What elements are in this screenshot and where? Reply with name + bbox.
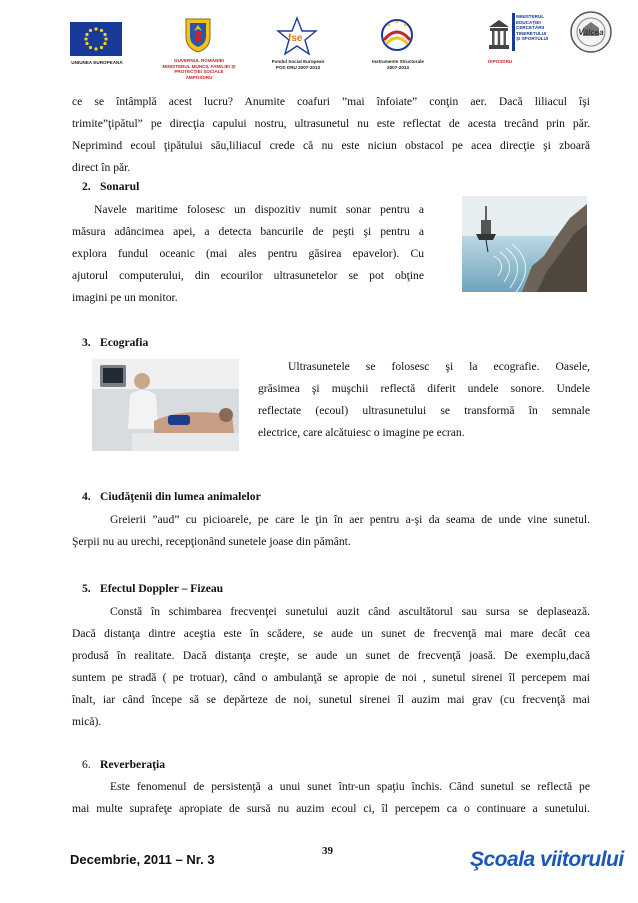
text-line: direct în păr. [72, 161, 131, 174]
text-line: Constă în schimbarea frecvenţei sunetului auzit când ascultătorul sau sursa se deplasează. [110, 605, 590, 618]
ecografia-paragraph [258, 356, 590, 444]
fse-caption: Fondul Social European POS DRU 2007-2013 [271, 59, 325, 70]
reverberatia-paragraph [72, 776, 590, 820]
text-line: imagini pe un monitor. [72, 291, 178, 304]
text-line: Şerpii nu au urechi, recepţionând sunetele joase din pământ. [72, 535, 351, 548]
section-heading-animale: 4. Ciudăţenii din lumea animalelor [82, 490, 261, 503]
ministry-bar [512, 13, 515, 51]
section-heading-ecografia: 3. Ecografia [82, 336, 149, 349]
fse-star-icon [275, 16, 319, 56]
doppler-paragraph [72, 601, 590, 733]
intro-paragraph [72, 91, 590, 179]
oiposdru-caption: OIPOSDRU [487, 59, 513, 64]
text-line: Este fenomenul de persistenţă a unui sunet într-un spaţiu închis. Când sunetul se reflectă pe [110, 780, 590, 793]
ultrasound-photo [92, 359, 239, 451]
text-line: măsura adâncimea apei, a detecta bancurile de peşti şi pentru a [72, 225, 424, 238]
oiposdru-building-icon [487, 17, 511, 51]
coat-of-arms-icon [183, 15, 213, 53]
text-line: reflectate (ecoul) ultrasunetului se transformă în semnale [258, 404, 590, 417]
school-logo-text: Vâlcea [578, 28, 604, 37]
eu-flag-icon [70, 22, 122, 56]
text-line: electrice, care alcătuiesc o imagine pe ecran. [258, 426, 465, 439]
ministry-caption: MINISTERUL EDUCAŢIEI CERCETĂRII TINERETULUI ŞI SPORTULUI [516, 14, 549, 42]
text-line: Navele maritime folosesc un dispozitiv numit sonar pentru a [94, 203, 424, 216]
section-heading-sonar: 2. Sonarul [82, 180, 140, 193]
text-line: Ultrasunetele se folosesc şi la ecografie. Oasele, [288, 360, 590, 373]
text-line: Dacă distanţa dintre aceştia este în scădere, se aude un sunet de frecvenţă mai mare decât cea [72, 627, 590, 640]
animale-paragraph [72, 509, 590, 553]
text-line: mică). [72, 715, 102, 728]
text-line: suntem pe stradă ( pe trotuar), când o ambulanţă se apropie de noi , sunetul sirenei îl percepem mai [72, 671, 590, 684]
text-line: Greierii ”aud” cu picioarele, pe care le ţin în aer pentru a-şi da seama de unde vine sunetul. [110, 513, 590, 526]
text-line: explora fundul oceanic (mai ales pentru găsirea epavelor). Cu [72, 247, 424, 260]
brand-logo-text: Şcoala viitorului [470, 848, 624, 871]
gov-caption: GUVERNUL ROMÂNIEI MINISTERUL MUNCII, FAMILIEI ŞI PROTECŢIEI SOCIALE AMPOSDRU [162, 58, 236, 80]
structural-instruments-icon [375, 16, 419, 54]
section-heading-doppler: 5. Efectul Doppler – Fizeau [82, 582, 224, 595]
text-line: trimite”ţipătul” pe direcţia capului nostru, ultrasunetul nu este reflectat de acesta trecând prin păr. [72, 117, 590, 130]
section-heading-reverberatia: 6. Reverberaţia [82, 758, 166, 771]
text-line: ce se întâmplă acest lucru? Anumite coafuri ”mai înfoiate” conţin aer. Dacă liliacul îşi [72, 95, 590, 108]
structural-caption: Instrumente Structurale 2007-2013 [372, 59, 424, 70]
text-line: produsă în realitate. Dacă distanţa creşte, se aude un sunet de frecvenţă joasă. De exemplu,dacă [72, 649, 590, 662]
text-line: ajutorul computerului, din ecourilor ultrasunetelor se pot obţine [72, 269, 424, 282]
issue-label: Decembrie, 2011 – Nr. 3 [70, 852, 215, 867]
text-line: grăsimea şi muşchii reflectă diferit undele sonore. Undele [258, 382, 590, 395]
page-number: 39 [322, 845, 333, 857]
logo-header [0, 0, 638, 92]
svg-text:fse: fse [288, 33, 303, 44]
sonar-paragraph [72, 199, 424, 309]
eu-caption: UNIUNEA EUROPEANĂ [71, 60, 123, 65]
sonar-illustration [462, 196, 587, 292]
text-line: Neprimind ecoul ţipătului său,liliacul crede că nu este niciun obstacol pe acea direcţie şi zboară [72, 139, 590, 152]
text-line: înalt, iar când începe să se depărteze de noi, sunetul sirenei îl auzim mai grav (cu frecvenţă mai [72, 693, 590, 706]
text-line: mai multe suprafeţe apropiate de sursă nu auzim ecoul ci, îl percepem ca o continuare a sunetului. [72, 802, 590, 815]
